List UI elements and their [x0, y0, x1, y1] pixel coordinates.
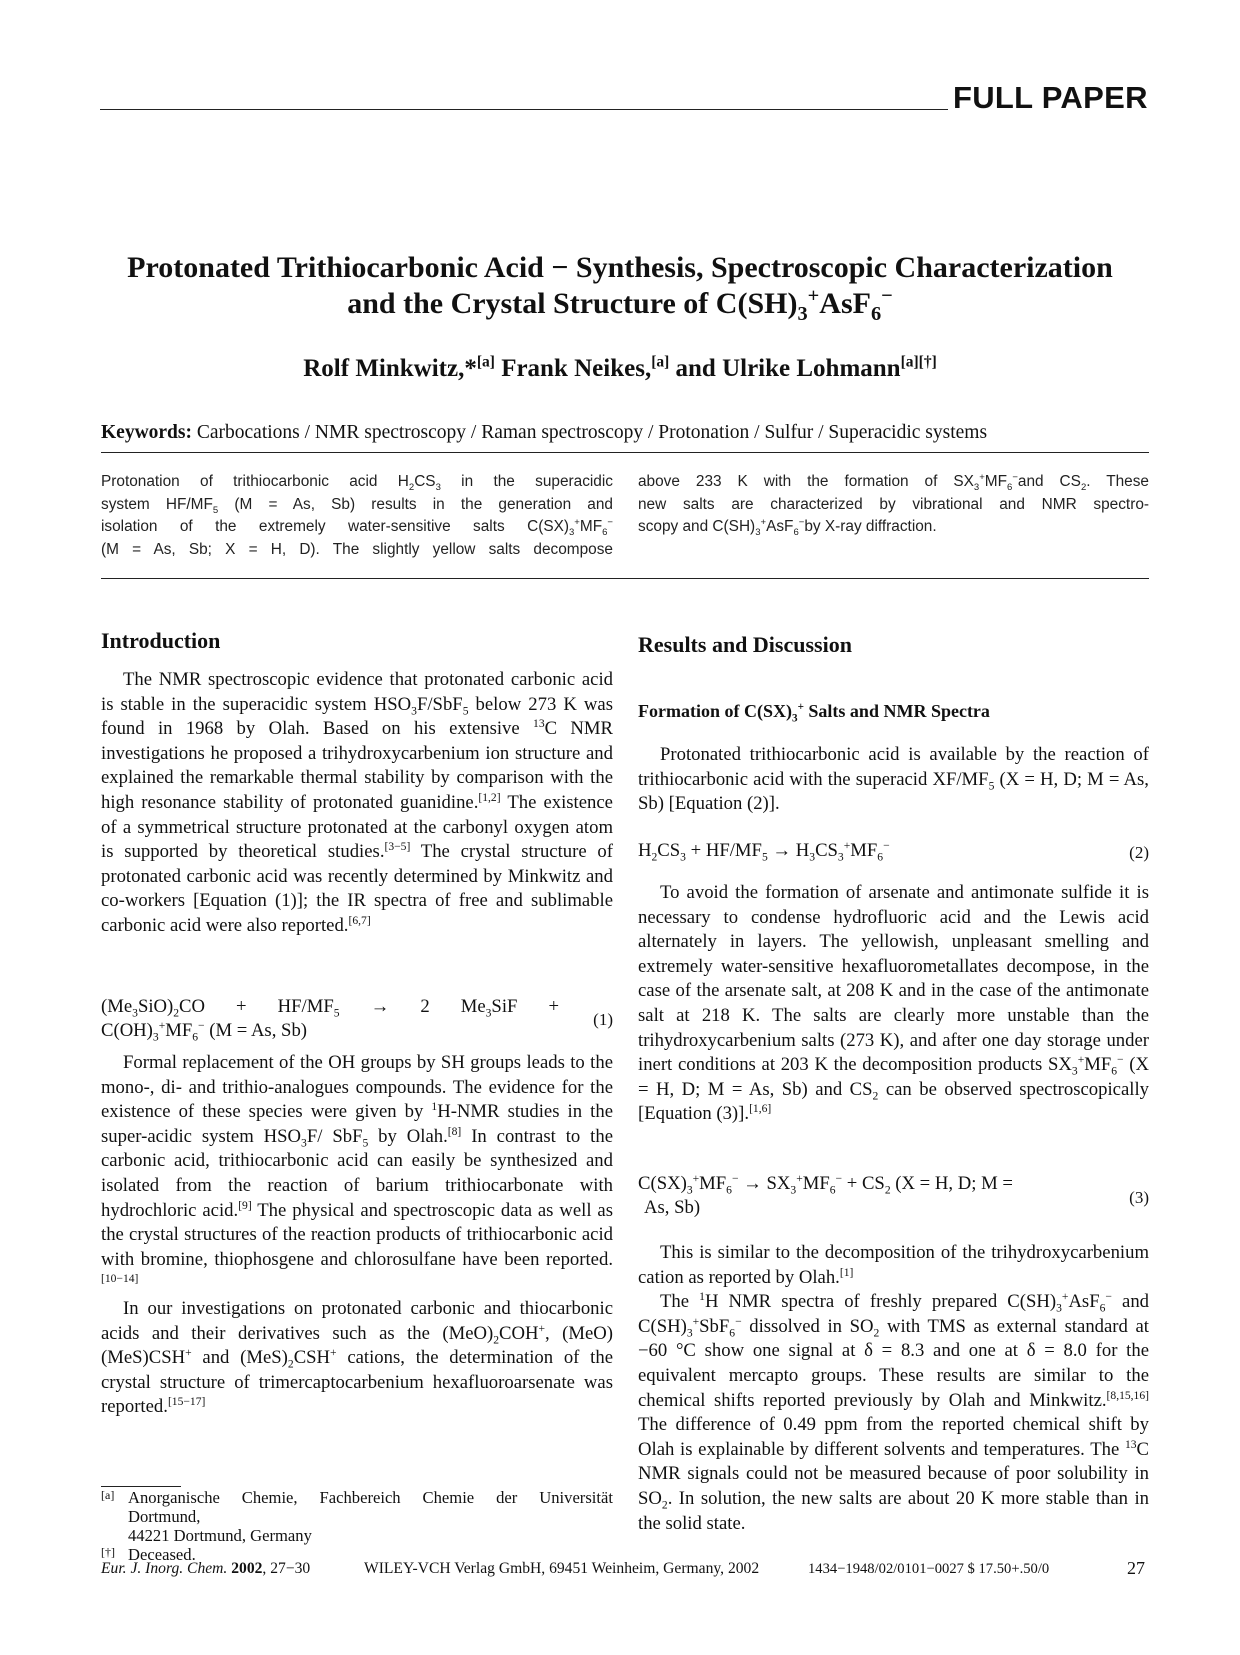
results-heading: Results and Discussion — [638, 632, 852, 657]
footer-journal: Eur. J. Inorg. Chem. — [101, 1560, 228, 1577]
abstract-left — [101, 471, 613, 561]
keywords-label: Keywords: — [101, 422, 192, 443]
equation-1-number: (1) — [593, 1010, 613, 1029]
keywords-rule — [101, 452, 1149, 453]
section-label: FULL PAPER — [953, 80, 1148, 115]
intro-paragraph-3: In our investigations on protonated carbonic and thiocarbonic acids and their derivatives such as the $(MeO)_2COH^+$, (MeO)(MeS)CSH+ and $(MeS)_2CSH^+$ cations, the determination of the crystal structure of trimercaptocarbenium hexafluoroarsenate was reported.[15−17] — [101, 1297, 613, 1418]
intro-paragraph-2: Formal replacement of the OH groups by SH groups leads to the mono-, di- and trithio-analogues compounds. The evidence for the existence of these species were given by $^1$H-NMR studies in the super-acidic system $HSO_3F/$ SbF$_5$ by Olah.[8] In contrast to the carbonic acid, trithiocarbonic acid can easily be synthesized and isolated from the reaction of barium trithiocarbonate with hydrochloric acid.[9] The physical and spectroscopic data as well as the crystal structures of the reaction products of trithiocarbonic acid with bromine, thiophosgene and chlorosulfane have been reported.[10−14] In our investigations on protonated carbonic and thiocarbonic acids and their derivatives such as the $(MeO)_2COH^+$, (MeO)(MeS)CSH+ and $(MeS)_2CSH^+$ cations, the determination of the crystal structure of trimercaptocarbenium hexafluoroarsenate was reported.[15−17] — [101, 1051, 613, 1420]
abstract-line: above 233 K with the formation of $SX_3^+MF_6^-and$ $CS_2$. These — [638, 471, 1149, 494]
footnote-deceased: [†] Deceased. — [101, 1545, 196, 1564]
footnote-affiliation: [a] Anorganische Chemie, Fachbereich Chemie der Universität Dortmund, 44221 Dortmund, Germany — [101, 1488, 613, 1545]
results-paragraph-2: To avoid the formation of arsenate and antimonate sulfide it is necessary to condense hydrofluoric acid and the Lewis acid alternately in layers. The yellowish, unpleasant smelling and extremely water-sensitive hexafluorometallates decompose, in the case of the arsenate salt, at 208 K and in the case of the antimonate salt at 218 K. The salts are clearly more unstable than the trihydroxycarbenium salts (273 K), and after one day storage under inert conditions at 203 K the decomposition products $SX_3^+MF_6^-$ (X = H, D; M = As, Sb) and $CS_2$ can be observed spectroscopically [Equation (3)].[1,6] — [638, 882, 1150, 1125]
equation-1-line-1: $(Me_3SiO)_2CO$ + $HF/MF_5$ → 2 $Me_3SiF$ + — [101, 996, 559, 1020]
page-number: 27 — [1127, 1558, 1145, 1578]
abstract-line: (M = As, Sb; X = H, D). The slightly yellow salts decompose — [101, 540, 613, 558]
abstract-line: new salts are characterized by vibrational and NMR spectro- — [638, 495, 1149, 513]
article-title — [100, 250, 1140, 325]
abstract-right — [638, 471, 1149, 539]
equation-1 — [101, 995, 613, 1043]
abstract-line: isolation of the extremely water-sensitive salts $C(SX)_3^+MF_6^-$ — [101, 517, 613, 539]
footnotes — [101, 1488, 613, 1564]
footnote-mark-dagger: [†] — [101, 1545, 115, 1559]
keywords — [101, 421, 987, 445]
abstract-line: Protonation of trithiocarbonic acid $H_2CS_3$ in the superacidic — [101, 473, 613, 494]
footer-year: 2002 — [231, 1560, 263, 1577]
introduction-heading: Introduction — [101, 628, 221, 653]
equation-3-line-1: $C(SX)_3^+MF_6^- \to SX_3^+MF_6^- + CS_2$ (X = H, D; M = — [638, 1171, 1013, 1197]
equation-2-body: $H_2CS_3 + HF/MF_5 \to H_3CS_3^+MF_6^-$ — [638, 838, 890, 864]
results-paragraph-1: Protonated trithiocarbonic acid is available by the reaction of trithiocarbonic acid with the superacid $XF/MF_5$ (X = H, D; M = As, Sb) [Equation (2)]. — [638, 744, 1149, 815]
formation-subheading: Formation of $C(SX)_3^+$ Salts and NMR Spectra — [638, 701, 990, 725]
header-rule — [100, 109, 948, 110]
footer-publisher: WILEY-VCH Verlag GmbH, 69451 Weinheim, Germany, 2002 — [364, 1560, 760, 1577]
intro-paragraph-1: The NMR spectroscopic evidence that protonated carbonic acid is stable in the superacidic system $HSO_3F/SbF_5$ below 273 K was found in 1968 by Olah. Based on his extensive $^{13}$C NMR investigations he proposed a trihydroxycarbenium ion structure and explained the remarkable thermal stability by comparison with the high resonance stability of protonated guanidine.[1,2] The existence of a symmetrical structure protonated at the carbonyl oxygen atom is supported by theoretical studies.[3−5] The crystal structure of protonated carbonic acid was recently determined by Minkwitz and co-workers [Equation (1)]; the IR spectra of free and sublimable carbonic acid were also reported.[6,7] — [101, 669, 613, 936]
abstract-line: scopy and $C(SH)_3^+AsF_6^-by$ X-ray diffraction. — [638, 517, 937, 539]
footer-citation — [101, 1560, 310, 1578]
title-line-2: and the Crystal Structure of $C(SH)_3^+AsF_6^-$ — [347, 285, 893, 325]
equation-2 — [638, 839, 1149, 863]
equation-3-number: (3) — [1129, 1188, 1149, 1207]
abstract-rule — [101, 578, 1149, 579]
keywords-text: Carbocations / NMR spectroscopy / Raman spectroscopy / Protonation / Sulfur / Superacidic systems — [196, 422, 988, 443]
author-list: Rolf Minkwitz,*[a] Frank Neikes,[a] and Ulrike Lohmann[a][†] — [303, 353, 937, 382]
equation-2-number: (2) — [1129, 843, 1149, 862]
results-paragraph-4: The $^1$H NMR spectra of freshly prepared $C(SH)_3^+AsF_6^-$ and $C(SH)_3^+SbF_6^-$ dissolved in $SO_2$ with TMS as external standard at −60 °C show one signal at δ = 8.3 and one at δ = 8.0 for the equivalent mercapto groups. These results are similar to the chemical shifts reported previously by Olah and Minkwitz.[8,15,16] The difference of 0.49 ppm from the reported chemical shift by Olah is explainable by different solvents and temperatures. The $^{13}$C NMR signals could not be measured because of poor solubility in $SO_2$. In solution, the new salts are about 20 K more stable than in the solid state. — [638, 1289, 1150, 1534]
equation-3-line-2: As, Sb) — [644, 1197, 701, 1218]
results-paragraph-3: This is similar to the decomposition of the trihydroxycarbenium cation as reported by Olah.[1] The $^1$H NMR spectra of freshly prepared $C(SH)_3^+AsF_6^-$ and $C(SH)_3^+SbF_6^-$ dissolved in $SO_2$ with TMS as external standard at −60 °C show one signal at δ = 8.3 and one at δ = 8.0 for the equivalent mercapto groups. These results are similar to the chemical shifts reported previously by Olah and Minkwitz.[8,15,16] The difference of 0.49 ppm from the reported chemical shift by Olah is explainable by different solvents and temperatures. The $^{13}$C NMR signals could not be measured because of poor solubility in $SO_2$. In solution, the new salts are about 20 K more stable than in the solid state. — [638, 1241, 1149, 1536]
equation-1-line-2: $C(OH)_3^+MF_6^-$ (M = As, Sb) — [101, 1018, 308, 1044]
footer-pages: , 27−30 — [262, 1560, 311, 1577]
equation-3 — [638, 1172, 1149, 1220]
title-line-1: Protonated Trithiocarbonic Acid − Synthesis, Spectroscopic Characterization — [127, 251, 1113, 284]
abstract-line: system $HF/MF_5$ (M = As, Sb) results in the generation and — [101, 495, 613, 516]
footer-issn: 1434−1948/02/0101−0027 $ 17.50+.50/0 — [808, 1561, 1050, 1577]
footnote-mark-a: [a] — [101, 1488, 115, 1502]
